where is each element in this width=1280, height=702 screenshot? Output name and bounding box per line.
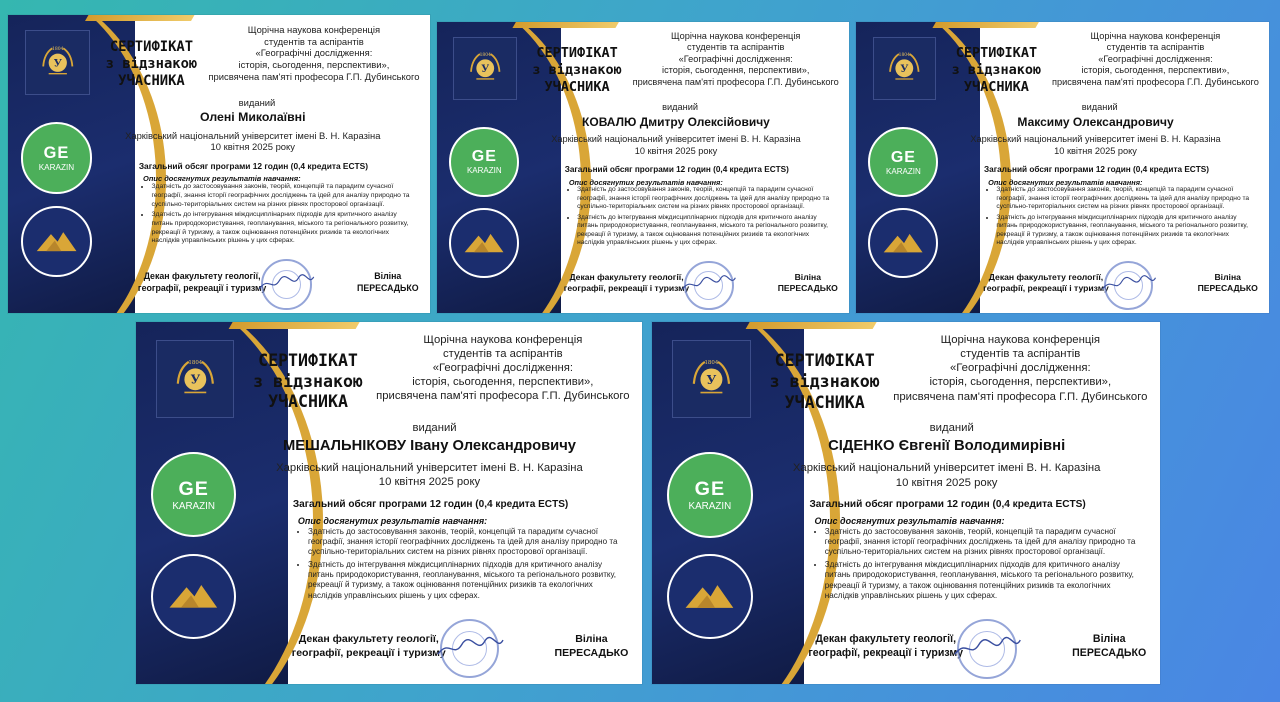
gold-top-decoration <box>932 22 1049 28</box>
title-line-2: з відзнакою <box>951 62 1042 79</box>
dean-line-2: географії, рекреації і туризму <box>563 283 690 294</box>
signer-name <box>1191 272 1265 294</box>
recipient-name: СІДЕНКО Євгенії Володимирівні <box>828 437 1066 454</box>
certificate-date: 10 квітня 2025 року <box>634 145 718 156</box>
title-line-3: УЧАСНИКА <box>268 392 348 412</box>
outcome-item-2: • Здатність до інтегрування міждисциплінарних підходів для критичного аналізу питань природокористування, геопланування, міського та регіонального розвитку, рекреації й туризму, а також оцінювання потенційних ризиків та екологічних наслідків управлінських рішень у цих сферах. <box>825 560 1145 602</box>
outcome-item-1: • Здатність до застосовування законів, теорій, концепцій та парадигм сучасної географії, знання історії географічних досліджень та ідей для аналізу природно та суспільно-територіальних систем на різних рівнях просторової організації. <box>308 527 627 558</box>
dean-line-2: географії, рекреації і туризму <box>137 282 267 293</box>
gold-top-decoration <box>745 322 889 329</box>
outcome-item-2: • Здатність до інтегрування міждисциплінарних підходів для критичного аналізу питань природокористування, геопланування, міського та регіонального розвитку, рекреації й туризму, а також оцінювання потенційних ризиків та екологічних наслідків управлінських рішень у цих сферах. <box>151 211 417 246</box>
issued-label: виданий <box>929 421 974 434</box>
conf-line-2: студентів та аспірантів <box>687 42 785 53</box>
university-name <box>217 461 642 489</box>
university-emblem-icon <box>463 46 507 90</box>
outcome-item-1: • Здатність до застосовування законів, теорій, концепцій та парадигм сучасної географії, знання історії географічних досліджень та ідей для аналізу природно та суспільно-територіальних систем на різних рівнях просторової організації. <box>825 527 1145 558</box>
conf-line-5: присвячена пам'яті професора Г.П. Дубинського <box>1051 76 1259 87</box>
conf-line-1: Щорічна наукова конференція <box>671 30 801 41</box>
outcome-item-1: • Здатність до застосовування законів, теорій, концепцій та парадигм сучасної географії, знання історії географічних досліджень та ідей для аналізу природно та суспільно-територіальних систем на різних рівнях просторової організації. <box>996 186 1256 211</box>
mountain-icon <box>880 220 926 266</box>
university-logo <box>672 340 750 418</box>
conf-line-3: «Географічні дослідження: <box>678 53 793 64</box>
outcomes-heading: Опис досягнутих результатів навчання: <box>568 177 723 187</box>
conf-line-4: історія, сьогодення, перспективи», <box>1081 65 1230 76</box>
issued-label: виданий <box>662 102 698 113</box>
title-line-3: УЧАСНИКА <box>544 79 610 96</box>
conf-line-3: «Географічні дослідження: <box>432 362 573 375</box>
logo-letter: У <box>900 64 909 76</box>
university-emblem-icon <box>684 352 739 407</box>
dean-line-1: Декан факультету геології, <box>143 271 261 282</box>
certificate-date: 10 квітня 2025 року <box>378 476 481 489</box>
geo-badge-text: GE <box>178 477 209 500</box>
mountain-badge <box>449 208 519 278</box>
certificate-title <box>943 45 1050 96</box>
university-logo <box>156 340 234 418</box>
signature-scribble <box>435 633 506 661</box>
certificate-date: 10 квітня 2025 року <box>895 476 998 489</box>
recipient-name: Максиму Олександровичу <box>1017 115 1174 130</box>
title-line-2: з відзнакою <box>769 371 880 391</box>
outcomes-heading: Опис досягнутих результатів навчання: <box>143 174 301 184</box>
logo-letter: У <box>706 372 717 387</box>
conf-line-3: «Географічні дослідження: <box>1098 53 1213 64</box>
title-line-2: з відзнакою <box>253 371 363 391</box>
mountain-badge <box>151 554 236 639</box>
geo-badge-text: GE <box>890 147 916 166</box>
mountain-badge <box>667 554 752 639</box>
certificate-title <box>97 39 207 91</box>
geo-badge-sub: KARAZIN <box>886 166 921 176</box>
certificate-card <box>652 322 1160 684</box>
university-logo <box>453 37 517 101</box>
geo-badge-text: GE <box>471 148 497 166</box>
university-line: Харківський національний університет імені В. Н. Каразіна <box>551 134 801 145</box>
dean-line-1: Декан факультету геології, <box>988 272 1104 283</box>
title-line-2: з відзнакою <box>532 62 622 79</box>
mountain-icon <box>681 568 738 625</box>
conf-line-4: історія, сьогодення, перспективи», <box>662 65 810 76</box>
mountain-icon <box>461 220 507 266</box>
signature-scribble <box>257 271 316 295</box>
title-line-1: СЕРТИФІКАТ <box>258 350 358 370</box>
issued-label: виданий <box>412 421 457 434</box>
dean-line-1: Декан факультету геології, <box>298 633 439 646</box>
title-line-1: СЕРТИФІКАТ <box>774 350 875 370</box>
university-logo <box>25 30 90 95</box>
dean-line-2: географії, рекреації і туризму <box>808 647 963 660</box>
signature-scribble <box>680 272 738 295</box>
university-logo <box>873 37 937 101</box>
conference-info <box>202 24 426 83</box>
conference-info <box>627 31 845 89</box>
conf-line-2: студентів та аспірантів <box>264 35 364 47</box>
dean-line-2: географії, рекреації і туризму <box>291 647 446 660</box>
logo-year: 1804 <box>188 359 203 366</box>
recipient-name: КОВАЛЮ Дмитру Олексійовичу <box>582 115 770 130</box>
program-volume: Загальний обсяг програми 12 годин (0,4 кредита ECTS) <box>984 164 1209 174</box>
title-line-1: СЕРТИФІКАТ <box>536 45 618 62</box>
gold-top-decoration <box>229 322 372 329</box>
signer-first-name: Віліна <box>575 633 608 646</box>
conf-line-4: історія, сьогодення, перспективи», <box>412 376 594 389</box>
logo-year: 1804 <box>51 46 64 52</box>
outcomes-heading: Опис досягнутих результатів навчання: <box>988 177 1143 187</box>
dean-line-1: Декан факультету геології, <box>569 272 684 283</box>
outcomes-list <box>804 527 1144 604</box>
certificate-card <box>856 22 1269 313</box>
conf-line-2: студентів та аспірантів <box>443 347 563 360</box>
certificate-card <box>136 322 642 684</box>
university-name <box>76 130 430 154</box>
conference-info <box>886 333 1155 404</box>
title-line-1: СЕРТИФІКАТ <box>109 38 194 55</box>
signer-first-name: Віліна <box>374 271 402 282</box>
signer-name <box>350 271 426 294</box>
conf-line-3: «Географічні дослідження: <box>255 47 373 59</box>
signer-last-name: ПЕРЕСАДЬКО <box>1072 647 1147 660</box>
outcome-item-2: • Здатність до інтегрування міждисциплінарних підходів для критичного аналізу питань природокористування, геопланування, міського та регіонального розвитку, рекреації й туризму, а також оцінювання потенційних ризиків та екологічних наслідків управлінських рішень у цих сферах. <box>577 214 837 248</box>
university-emblem-icon <box>882 46 927 91</box>
title-line-2: з відзнакою <box>105 56 198 73</box>
geo-badge-sub: KARAZIN <box>688 500 732 512</box>
mountain-icon <box>165 568 222 625</box>
title-line-3: УЧАСНИКА <box>784 392 865 412</box>
outcomes-list <box>135 183 418 248</box>
title-line-3: УЧАСНИКА <box>963 79 1029 96</box>
recipient-name: МЕШАЛЬНІКОВУ Івану Олександровичу <box>282 437 576 454</box>
conf-line-1: Щорічна наукова конференція <box>1090 30 1221 41</box>
logo-letter: У <box>481 64 490 76</box>
certificate-date: 10 квітня 2025 року <box>1054 145 1137 156</box>
outcome-item-2: • Здатність до інтегрування міждисциплінарних підходів для критичного аналізу питань природокористування, геопланування, міського та регіонального розвитку, рекреації й туризму, а також оцінювання потенційних ризиків та екологічних наслідків управлінських рішень у цих сферах. <box>996 214 1256 248</box>
certificate-title <box>759 351 891 413</box>
conference-info <box>369 333 637 404</box>
signer-first-name: Віліна <box>1214 272 1241 283</box>
university-emblem-icon <box>35 40 81 86</box>
geo-badge-text: GE <box>43 144 70 163</box>
outcomes-list <box>561 186 837 249</box>
conf-line-1: Щорічна наукова конференція <box>940 333 1100 346</box>
program-volume: Загальний обсяг програми 12 годин (0,4 кредита ECTS) <box>138 161 369 172</box>
certificate-title <box>242 351 374 413</box>
conf-line-5: присвячена пам'яті професора Г.П. Дубинського <box>893 390 1148 403</box>
signer-name <box>771 272 845 294</box>
outcomes-list <box>980 186 1257 249</box>
certificate-title <box>524 45 631 96</box>
logo-year: 1804 <box>898 53 911 59</box>
signer-first-name: Віліна <box>1092 633 1126 646</box>
conf-line-3: «Географічні дослідження: <box>949 362 1091 375</box>
geo-badge-sub: KARAZIN <box>466 166 502 176</box>
issued-label: виданий <box>1081 102 1118 113</box>
signer-name <box>1063 633 1154 661</box>
university-name <box>733 461 1160 489</box>
title-line-1: СЕРТИФІКАТ <box>955 45 1038 62</box>
gold-top-decoration <box>86 15 205 21</box>
conf-line-5: присвячена пам'яті професора Г.П. Дубинського <box>632 76 839 87</box>
logo-year: 1804 <box>479 52 492 58</box>
issued-label: виданий <box>238 96 276 108</box>
signer-last-name: ПЕРЕСАДЬКО <box>357 282 419 293</box>
signature-scribble <box>1100 272 1158 295</box>
outcomes-heading: Опис досягнутих результатів навчання: <box>297 515 488 526</box>
certificate-date: 10 квітня 2025 року <box>210 141 295 153</box>
conference-info <box>1046 31 1265 89</box>
outcomes-list <box>288 527 627 604</box>
program-volume: Загальний обсяг програми 12 годин (0,4 кредита ECTS) <box>564 164 789 174</box>
conf-line-4: історія, сьогодення, перспективи», <box>238 59 390 71</box>
university-line: Харківський національний університет імені В. Н. Каразіна <box>792 462 1101 475</box>
geo-badge-sub: KARAZIN <box>38 163 75 173</box>
conf-line-5: присвячена пам'яті професора Г.П. Дубинського <box>208 71 420 82</box>
conf-line-2: студентів та аспірантів <box>960 348 1081 361</box>
dean-line-1: Декан факультету геології, <box>815 633 957 646</box>
program-volume: Загальний обсяг програми 12 годин (0,4 кредита ECTS) <box>809 499 1086 511</box>
signer-name <box>546 633 637 660</box>
gold-top-decoration <box>513 22 629 28</box>
outcome-item-1: • Здатність до застосовування законів, теорій, концепцій та парадигм сучасної географії, знання історії географічних досліджень та ідей для аналізу природно та суспільно-територіальних систем на різних рівнях просторової організації. <box>151 183 417 209</box>
mountain-icon <box>33 218 80 265</box>
program-volume: Загальний обсяг програми 12 годин (0,4 кредита ECTS) <box>292 499 569 511</box>
conf-line-1: Щорічна наукова конференція <box>423 333 583 346</box>
signer-last-name: ПЕРЕСАДЬКО <box>554 647 629 660</box>
dean-line-2: географії, рекреації і туризму <box>983 283 1109 294</box>
outcome-item-1: • Здатність до застосовування законів, теорій, концепцій та парадигм сучасної географії, знання історії географічних досліджень та ідей для аналізу природно та суспільно-територіальних систем на різних рівнях просторової організації. <box>577 186 837 211</box>
recipient-name: Олені Миколаївні <box>199 110 306 125</box>
university-emblem-icon <box>168 352 223 407</box>
logo-letter: У <box>190 372 201 387</box>
logo-year: 1804 <box>704 359 719 366</box>
signature-scribble <box>952 633 1023 661</box>
university-line: Харківський національний університет імені В. Н. Каразіна <box>276 462 583 475</box>
university-line: Харківський національний університет імені В. Н. Каразіна <box>970 134 1221 145</box>
outcome-item-2: • Здатність до інтегрування міждисциплінарних підходів для критичного аналізу питань природокористування, геопланування, міського та регіонального розвитку, рекреації й туризму, а також оцінювання потенційних ризиків та екологічних наслідків управлінських рішень у цих сферах. <box>308 560 627 602</box>
signer-last-name: ПЕРЕСАДЬКО <box>1197 283 1258 294</box>
geo-badge-sub: KARAZIN <box>172 500 215 512</box>
certificate-card <box>8 15 430 313</box>
signer-first-name: Віліна <box>794 272 822 283</box>
geo-badge-text: GE <box>694 477 726 500</box>
university-line: Харківський національний університет імені В. Н. Каразіна <box>125 129 381 141</box>
conf-line-1: Щорічна наукова конференція <box>247 23 381 35</box>
conf-line-4: історія, сьогодення, перспективи», <box>929 376 1112 389</box>
conf-line-2: студентів та аспірантів <box>1106 42 1205 53</box>
university-name <box>922 134 1269 157</box>
university-name <box>503 134 849 157</box>
title-line-3: УЧАСНИКА <box>118 73 185 90</box>
mountain-badge <box>21 206 93 278</box>
logo-letter: У <box>53 58 62 70</box>
outcomes-heading: Опис досягнутих результатів навчання: <box>814 515 1005 526</box>
certificate-card <box>437 22 849 313</box>
conf-line-5: присвячена пам'яті професора Г.П. Дубинського <box>376 390 630 403</box>
signer-last-name: ПЕРЕСАДЬКО <box>777 283 838 294</box>
